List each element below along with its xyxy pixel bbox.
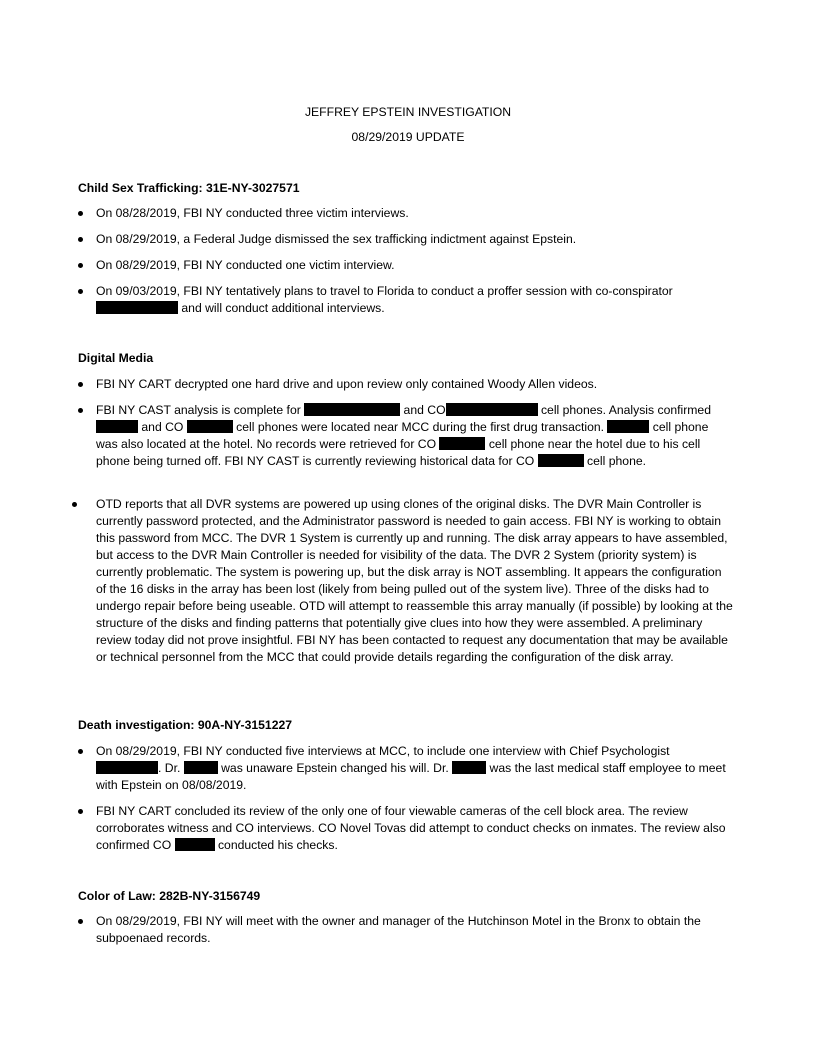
redaction-box [446,403,538,416]
list-item [78,376,728,393]
document-subtitle: 08/29/2019 UPDATE [351,130,465,144]
bullet-icon [78,263,83,268]
redaction-box [452,761,486,774]
list-item-text: On 08/28/2019, FBI NY conducted three victim interviews. [96,206,409,220]
text-segment: cell phone. [583,454,647,468]
section-heading-digital-media: Digital Media [78,351,154,365]
redaction-box [607,420,649,433]
list-item [78,402,728,470]
text-segment: was the last medical staff employee to meet with Epstein on 08/08/2019. [96,761,726,792]
text-segment: and will conduct additional interviews. [178,301,385,315]
text-segment: cell phones. Analysis confirmed [537,403,711,417]
list-item [78,743,728,794]
list-item [78,803,728,854]
bullet-icon [78,809,83,814]
bullet-icon [78,211,83,216]
list-item-text [96,803,728,854]
list-item-text: On 08/29/2019, FBI NY conducted one victim interview. [96,258,395,272]
text-segment: cell phones were located near MCC during the first drug transaction. [232,420,608,434]
redaction-box [439,437,485,450]
list-item [78,257,728,274]
text-segment: and CO [400,403,446,417]
list-item-text: On 08/29/2019, a Federal Judge dismissed the sex trafficking indictment against Epstein. [96,232,577,246]
section-heading-child-sex-trafficking: Child Sex Trafficking: 31E-NY-3027571 [78,181,300,195]
list-item-text: OTD reports that all DVR systems are powered up using clones of the original disks. The DVR Main Controller is currently password protected, and the Administrator password is needed to gain access. FBI NY is working to obtain this password from MCC. The DVR 1 System is currently up and running. The disk array appears to have assembled, but access to the DVR Main Controller is needed for visibility of the data. The DVR 2 System (priority system) is currently problematic. The system is powering up, but the disk array is NOT assembling. It appears the configuration of the 16 disks in the array has been lost (likely from being pulled out of the system live). Three of the disks had to undergo repair before being useable. OTD will attempt to reassemble this array manually (if possible) by looking at the structure of the disks and finding patterns that potentially give clues into how they were assembled. A preliminary review today did not prove insightful. FBI NY has been contacted to request any documentation that may be available or technical personnel from the MCC that could provide details regarding the configuration of the disk array. [96,497,733,664]
redaction-box [187,420,233,433]
list-item [78,913,728,947]
text-segment: FBI NY CAST analysis is complete for [96,403,305,417]
redaction-box [304,403,400,416]
redaction-box [96,420,138,433]
redaction-box [96,761,158,774]
text-segment: . Dr. [158,761,184,775]
bullet-icon [72,502,77,507]
redaction-box [538,454,584,467]
bullet-icon [78,408,83,413]
text-segment: cell phone near the hotel due to his cell phone being turned off. FBI NY CAST is currently reviewing historical data for CO [96,437,701,468]
text-segment: conducted his checks. [214,838,338,852]
bullet-icon [78,919,83,924]
bullet-icon [78,382,83,387]
bullet-icon [78,237,83,242]
section-heading-death-investigation: Death investigation: 90A-NY-3151227 [78,718,293,732]
bullet-icon [78,749,83,754]
list-item [78,205,728,222]
list-item-text: FBI NY CART decrypted one hard drive and upon review only contained Woody Allen videos. [96,377,598,391]
bullet-icon [78,289,83,294]
text-segment: cell phone was also located at the hotel. No records were retrieved for CO [96,420,709,451]
list-item-text [96,283,728,317]
list-item [72,496,734,666]
list-item [78,283,728,317]
list-item [78,231,728,248]
document-title: JEFFREY EPSTEIN INVESTIGATION [304,105,512,119]
text-segment: FBI NY CART concluded its review of the only one of four viewable cameras of the cell block area. The review corroborates witness and CO interviews. CO Novel Tovas did attempt to conduct checks on inmates. The review also confirmed CO [96,804,726,852]
text-segment: was unaware Epstein changed his will. Dr. [217,761,453,775]
text-segment: On 08/29/2019, FBI NY conducted five interviews at MCC, to include one interview with Chief Psychologist [96,744,670,758]
redaction-box [96,301,178,314]
text-segment: and CO [138,420,187,434]
list-item-text: On 08/29/2019, FBI NY will meet with the owner and manager of the Hutchinson Motel in the Bronx to obtain the subpoenaed records. [96,914,701,945]
list-item-text [96,743,728,794]
redaction-box [184,761,218,774]
text-segment: On 09/03/2019, FBI NY tentatively plans to travel to Florida to conduct a proffer session with co-conspirator [96,284,673,298]
redaction-box [175,838,215,851]
list-item-text [96,402,728,470]
section-heading-color-of-law: Color of Law: 282B-NY-3156749 [78,889,261,903]
